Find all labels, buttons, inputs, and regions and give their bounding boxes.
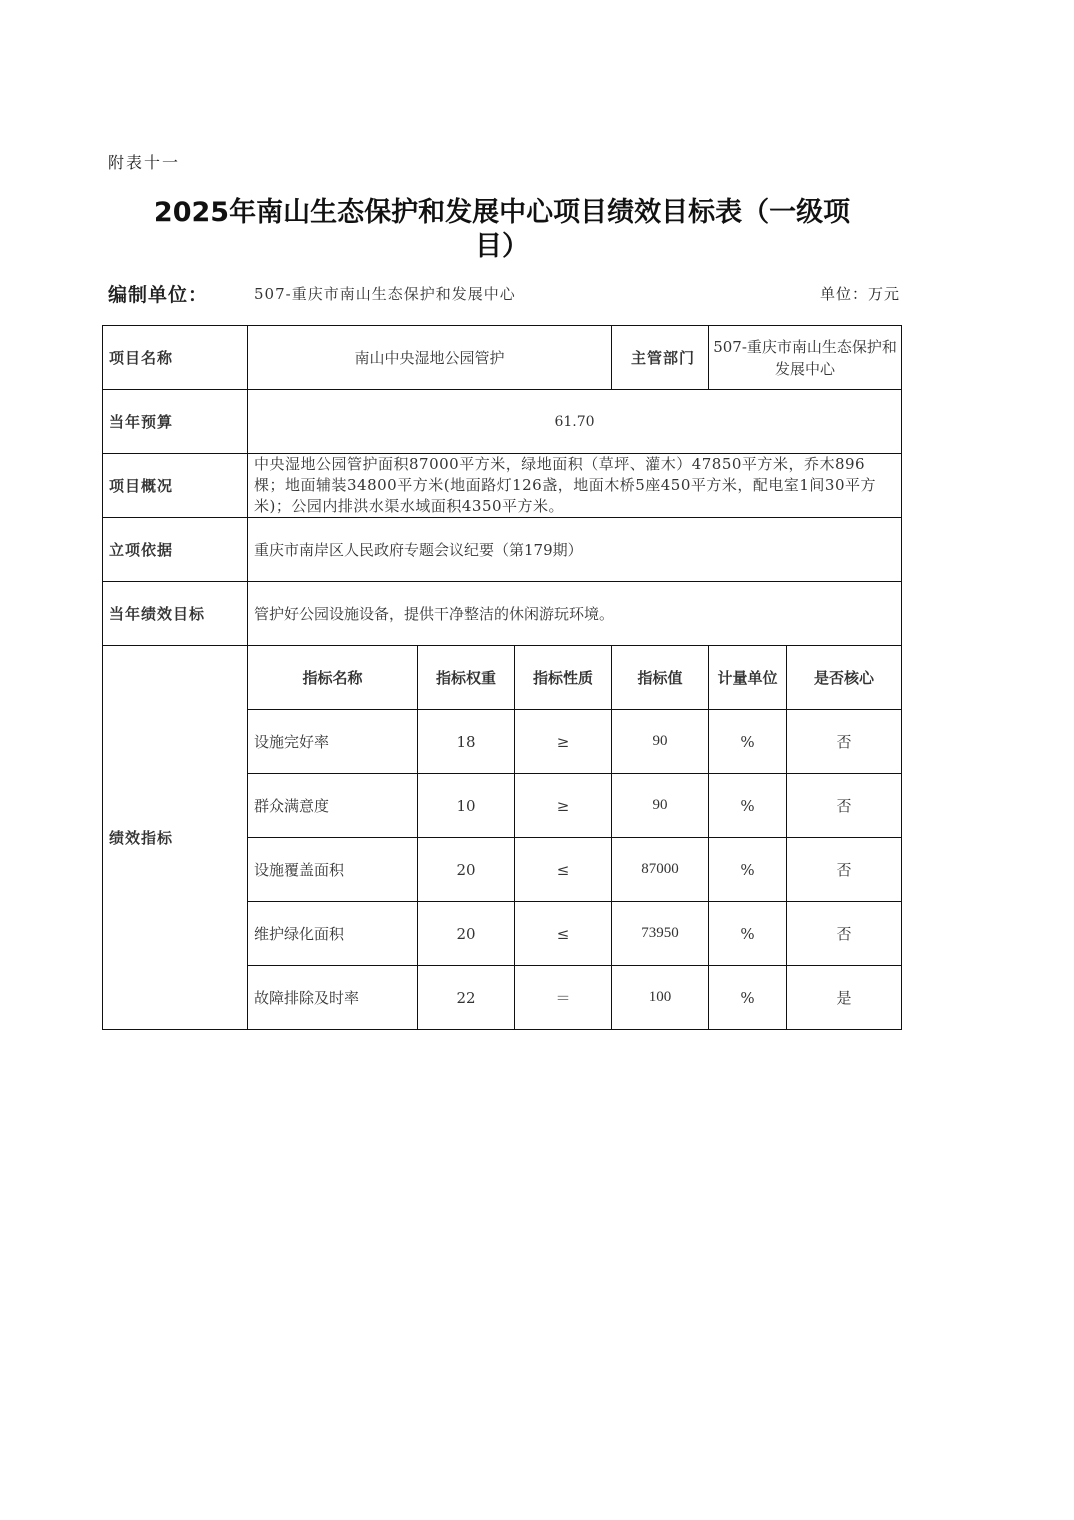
indicator-name: 设施完好率	[248, 710, 418, 774]
org-value: 507-重庆市南山生态保护和发展中心	[254, 285, 516, 303]
header-indicator-weight: 指标权重	[418, 646, 515, 710]
budget-label: 当年预算	[103, 390, 248, 454]
indicator-core: 否	[787, 902, 902, 966]
goal-value: 管护好公园设施设备，提供干净整洁的休闲游玩环境。	[248, 582, 902, 646]
basis-label: 立项依据	[103, 518, 248, 582]
header-indicator-value: 指标值	[612, 646, 709, 710]
performance-table	[102, 325, 902, 1030]
row-budget	[103, 390, 902, 454]
indicator-weight: 20	[418, 838, 515, 902]
indicator-core: 是	[787, 966, 902, 1030]
header-measure-unit: 计量单位	[709, 646, 787, 710]
page-title	[100, 196, 904, 264]
header-indicator-nature: 指标性质	[515, 646, 612, 710]
indicator-core: 否	[787, 774, 902, 838]
overview-value: 中央湿地公园管护面积87000平方米，绿地面积（草坪、灌木）47850平方米，乔木896棵；地面辅装34800平方米(地面路灯126盏，地面木桥5座450平方米，配电室1间30平方米)；公园内排洪水渠水域面积4350平方米。	[248, 454, 902, 518]
budget-value: 61.70	[248, 390, 902, 454]
indicator-unit: %	[709, 838, 787, 902]
perf-label: 绩效指标	[103, 646, 248, 1030]
indicator-name: 群众满意度	[248, 774, 418, 838]
title-line-2: 目）	[475, 231, 529, 262]
indicator-name: 维护绿化面积	[248, 902, 418, 966]
basis-value: 重庆市南岸区人民政府专题会议纪要（第179期）	[248, 518, 902, 582]
dept-value: 507-重庆市南山生态保护和发展中心	[709, 326, 902, 390]
row-basis	[103, 518, 902, 582]
indicator-nature: ≤	[515, 902, 612, 966]
indicator-value: 73950	[612, 902, 709, 966]
indicator-weight: 20	[418, 902, 515, 966]
indicator-value: 100	[612, 966, 709, 1030]
indicator-unit: %	[709, 774, 787, 838]
org-label: 编制单位：	[108, 284, 209, 306]
project-name-value: 南山中央湿地公园管护	[248, 326, 612, 390]
indicator-nature: ＝	[515, 966, 612, 1030]
indicator-name: 设施覆盖面积	[248, 838, 418, 902]
indicator-weight: 10	[418, 774, 515, 838]
indicator-core: 否	[787, 838, 902, 902]
indicator-header-row	[103, 646, 902, 710]
header-is-core: 是否核心	[787, 646, 902, 710]
indicator-value: 90	[612, 774, 709, 838]
indicator-core: 否	[787, 710, 902, 774]
row-overview	[103, 454, 902, 518]
indicator-name: 故障排除及时率	[248, 966, 418, 1030]
indicator-weight: 22	[418, 966, 515, 1030]
indicator-unit: %	[709, 966, 787, 1030]
appendix-label: 附表十一	[108, 153, 181, 172]
goal-label: 当年绩效目标	[103, 582, 248, 646]
indicator-unit: %	[709, 902, 787, 966]
header-indicator-name: 指标名称	[248, 646, 418, 710]
indicator-value: 87000	[612, 838, 709, 902]
project-name-label: 项目名称	[103, 326, 248, 390]
unit-row	[108, 280, 900, 306]
indicator-unit: %	[709, 710, 787, 774]
row-project-name	[103, 326, 902, 390]
indicator-weight: 18	[418, 710, 515, 774]
indicator-nature: ≥	[515, 774, 612, 838]
money-unit: 单位：万元	[819, 285, 900, 303]
indicator-value: 90	[612, 710, 709, 774]
indicator-nature: ≥	[515, 710, 612, 774]
indicator-nature: ≤	[515, 838, 612, 902]
overview-label: 项目概况	[103, 454, 248, 518]
title-line-1: 2025年南山生态保护和发展中心项目绩效目标表（一级项	[153, 197, 851, 228]
row-goal	[103, 582, 902, 646]
dept-label: 主管部门	[612, 326, 709, 390]
